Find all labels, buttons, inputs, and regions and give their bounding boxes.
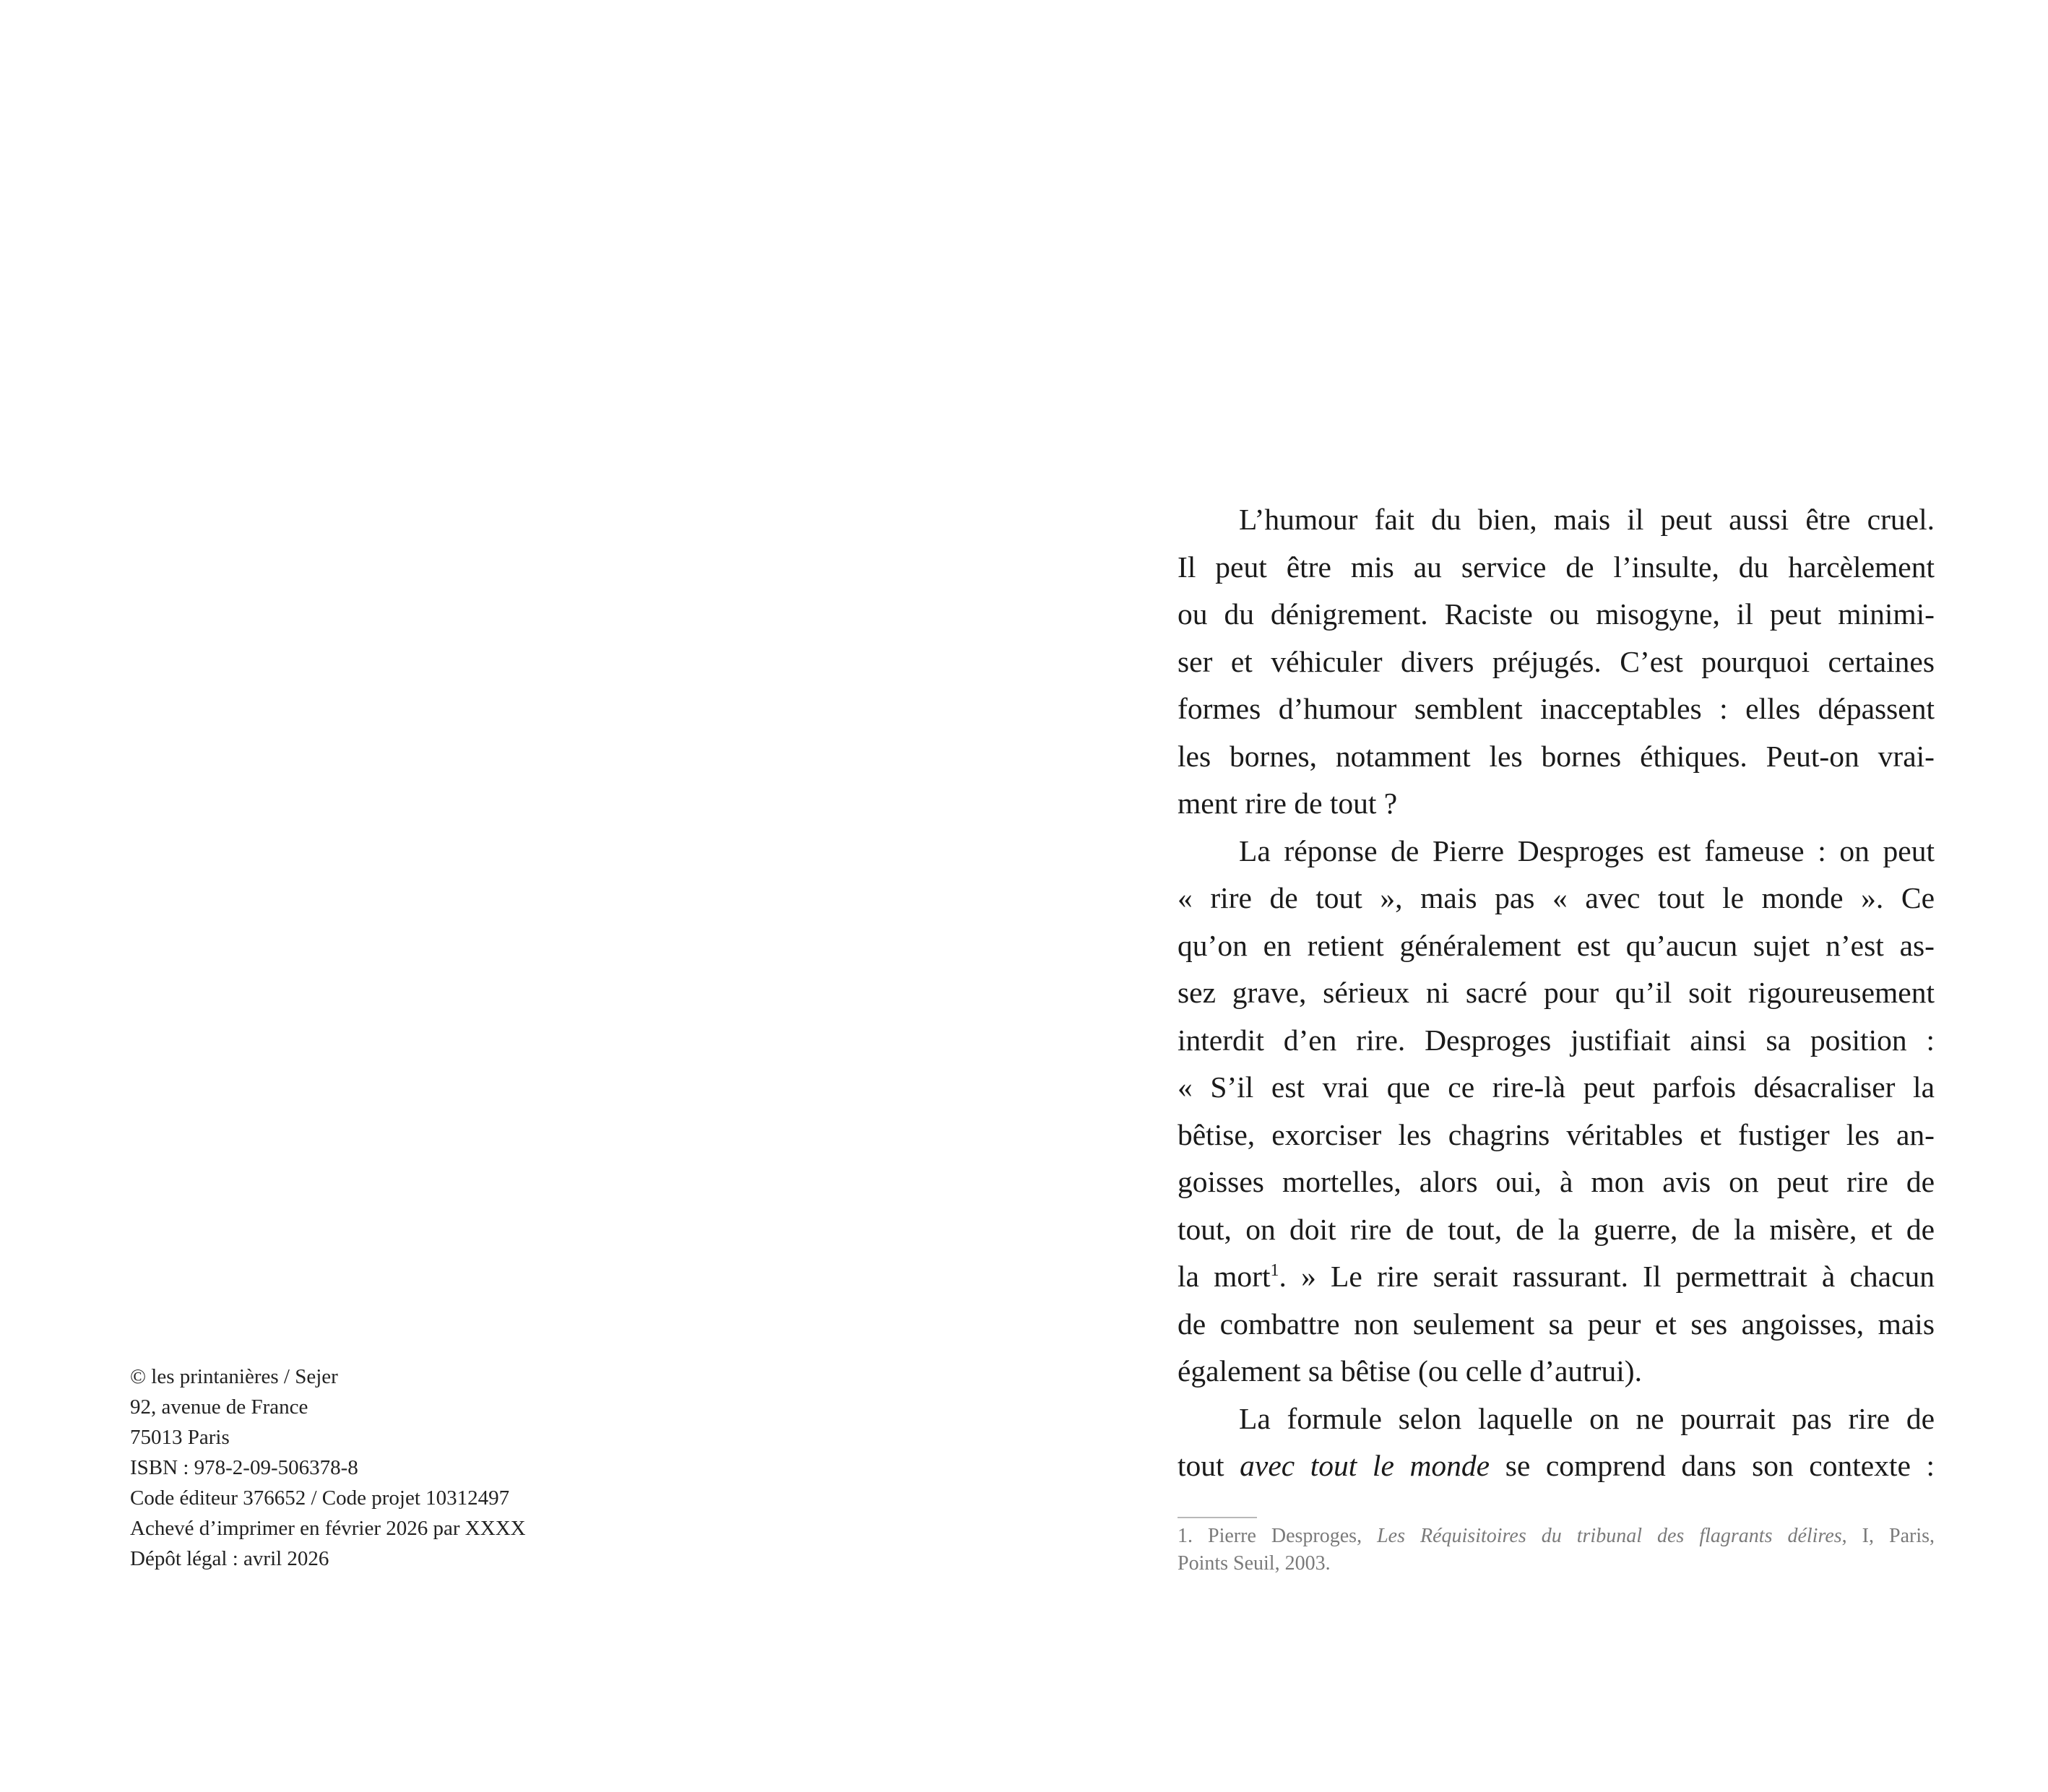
text-line: La réponse de Pierre Desproges est fameuse : on peut bbox=[1239, 834, 1935, 867]
text-line: goisses mortelles, alors oui, à mon avis on peut rire de bbox=[1178, 1165, 1935, 1198]
colophon-line: Dépôt légal : avril 2026 bbox=[130, 1547, 329, 1570]
text-line: Il peut être mis au service de l’insulte, du harcèlement bbox=[1178, 550, 1935, 584]
paragraph-2 bbox=[1178, 828, 1935, 1395]
text-line: « rire de tout », mais pas « avec tout le monde ». Ce bbox=[1178, 881, 1935, 914]
footnote-reference[interactable]: 1 bbox=[1270, 1261, 1279, 1281]
colophon-line: Code éditeur 376652 / Code projet 10312497 bbox=[130, 1486, 510, 1510]
text-fragment: se comprend dans son contexte : bbox=[1490, 1449, 1935, 1482]
text-line: formes d’humour semblent inacceptables : elles dépassent bbox=[1178, 692, 1935, 725]
text-line: La formule selon laquelle on ne pourrait pas rire de bbox=[1239, 1401, 1935, 1435]
emphasis-text: avec tout le monde bbox=[1240, 1449, 1490, 1482]
colophon-line: ISBN : 978-2-09-506378-8 bbox=[130, 1456, 358, 1479]
colophon-line: 75013 Paris bbox=[130, 1426, 230, 1449]
text-line: également sa bêtise (ou celle d’autrui). bbox=[1178, 1354, 1642, 1388]
text-line: ser et véhiculer divers préjugés. C’est pourquoi certaines bbox=[1178, 644, 1935, 678]
text-fragment: la mort bbox=[1178, 1260, 1271, 1293]
paragraph-3 bbox=[1178, 1395, 1935, 1490]
footnote-rule bbox=[1178, 1517, 1257, 1518]
body-text bbox=[1178, 496, 1935, 1490]
text-line: « S’il est vrai que ce rire-là peut parfois désacraliser la bbox=[1178, 1070, 1935, 1104]
text-line: L’humour fait du bien, mais il peut aussi être cruel. bbox=[1239, 503, 1935, 536]
text-line: sez grave, sérieux ni sacré pour qu’il soit rigoureusement bbox=[1178, 976, 1935, 1009]
colophon-line: Achevé d’imprimer en février 2026 par XXXX bbox=[130, 1517, 526, 1540]
colophon-line: 92, avenue de France bbox=[130, 1395, 308, 1419]
footnote-author: Pierre Desproges, bbox=[1193, 1525, 1378, 1547]
footnote-line bbox=[1178, 1523, 1935, 1550]
text-line: les bornes, notamment les bornes éthiques. Peut-on vrai- bbox=[1178, 739, 1935, 773]
paragraph-1 bbox=[1178, 496, 1935, 828]
text-line: ment rire de tout ? bbox=[1178, 787, 1398, 820]
footnote-number: 1. bbox=[1178, 1525, 1193, 1547]
text-line: interdit d’en rire. Desproges justifiait ainsi sa position : bbox=[1178, 1023, 1935, 1057]
text-line: bêtise, exorciser les chagrins véritables et fustiger les an- bbox=[1178, 1117, 1935, 1151]
colophon bbox=[130, 1362, 780, 1574]
text-fragment: tout bbox=[1178, 1449, 1240, 1482]
text-line: qu’on en retient généralement est qu’aucun sujet n’est as- bbox=[1178, 928, 1935, 962]
text-line bbox=[1178, 1442, 1935, 1490]
text-line: tout, on doit rire de tout, de la guerre, de la misère, et de bbox=[1178, 1212, 1935, 1246]
text-line bbox=[1178, 1253, 1935, 1301]
footnote-line: Points Seuil, 2003. bbox=[1178, 1552, 1331, 1575]
text-line: de combattre non seulement sa peur et ses angoisses, mais bbox=[1178, 1307, 1935, 1341]
footnote-text: , I, Paris, bbox=[1841, 1525, 1935, 1547]
footnote-title: Les Réquisitoires du tribunal des flagrants délires bbox=[1377, 1525, 1842, 1547]
text-line: ou du dénigrement. Raciste ou misogyne, il peut minimi- bbox=[1178, 597, 1935, 631]
text-fragment: . » Le rire serait rassurant. Il permettrait à chacun bbox=[1279, 1260, 1935, 1293]
footnote bbox=[1178, 1523, 1935, 1577]
colophon-line: © les printanières / Sejer bbox=[130, 1365, 338, 1388]
